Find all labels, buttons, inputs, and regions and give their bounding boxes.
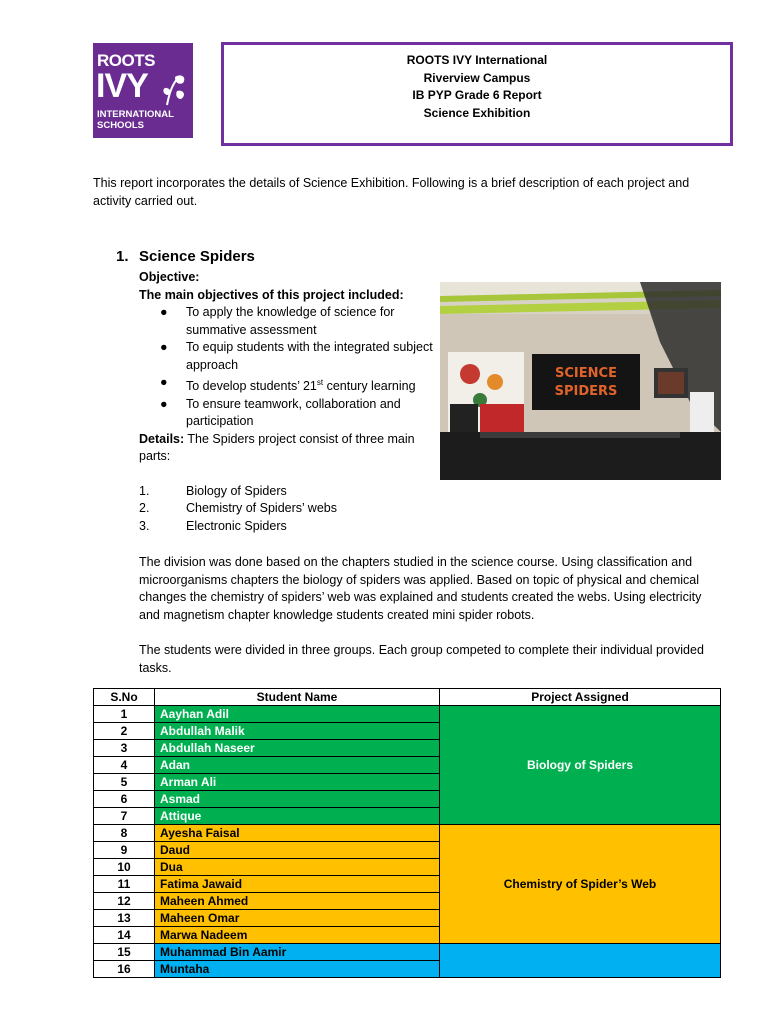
groups-paragraph: The students were divided in three groups. Each group competed to complete their individual provided tasks.	[139, 643, 704, 675]
ivy-leaf-icon	[159, 71, 189, 107]
details-text: The Spiders project consist of three main parts:	[139, 431, 415, 464]
exhibition-photo-image	[440, 282, 721, 480]
report-header	[221, 42, 733, 146]
school-logo	[93, 43, 193, 138]
students-table	[93, 688, 721, 978]
logo-text-ivy: IVY	[96, 67, 148, 105]
table-row: 14 Marwa Nadeem	[94, 927, 721, 944]
details-line	[139, 431, 434, 466]
table-row: 4 Adan	[94, 757, 721, 774]
table-header-row	[94, 689, 721, 706]
intro-paragraph: This report incorporates the details of Science Exhibition. Following is a brief description of each project and activity carried out.	[93, 176, 690, 208]
table-row: 11 Fatima Jawaid	[94, 876, 721, 893]
section-heading	[116, 248, 255, 265]
bullet-icon: ●	[160, 396, 168, 411]
logo-text-schools: SCHOOLS	[97, 120, 144, 131]
table-row: 12 Maheen Ahmed	[94, 893, 721, 910]
table-row: 6 Asmad	[94, 791, 721, 808]
exhibition-photo	[440, 282, 721, 480]
column-header-name: Student Name	[155, 689, 440, 706]
table-row: 5 Arman Ali	[94, 774, 721, 791]
table-row: 15 Muhammad Bin Aamir	[94, 944, 721, 961]
logo-text-bottom	[97, 109, 174, 131]
list-item: ● To ensure teamwork, collaboration and participation	[160, 396, 401, 429]
list-item: ● To equip students with the integrated subject approach	[160, 340, 433, 372]
details-label: Details:	[139, 431, 185, 446]
table-row: 16 Muntaha	[94, 961, 721, 978]
project-cell-electronic	[440, 944, 721, 978]
logo-text-international: INTERNATIONAL	[97, 109, 174, 120]
project-description	[139, 269, 434, 535]
objective-label: Objective:	[139, 270, 200, 284]
parts-list	[139, 483, 434, 536]
project-cell-chemistry: Chemistry of Spider’s Web	[440, 825, 721, 944]
photo-sign-line2: SPIDERS	[554, 384, 618, 399]
list-item: 3. Electronic Spiders	[139, 518, 287, 533]
table-row: 3 Abdullah Naseer	[94, 740, 721, 757]
table-row: 2 Abdullah Malik	[94, 723, 721, 740]
campus-name: Riverview Campus	[423, 70, 531, 85]
project-cell-biology: Biology of Spiders	[440, 706, 721, 825]
list-item: ● To develop students’ 21st century learning	[160, 375, 416, 394]
column-header-project: Project Assigned	[440, 689, 721, 706]
school-name: ROOTS IVY International	[406, 53, 548, 67]
list-item: ● To apply the knowledge of science for summative assessment	[160, 305, 395, 337]
list-item: 2. Chemistry of Spiders’ webs	[139, 501, 337, 516]
table-row: 7 Attique	[94, 808, 721, 825]
section-number: 1.	[116, 248, 129, 265]
table-row: 9 Daud	[94, 842, 721, 859]
report-title: IB PYP Grade 6 Report	[412, 88, 542, 102]
section-title: Science Spiders	[139, 248, 255, 265]
logo-text-roots: ROOTS	[97, 51, 155, 70]
objectives-list	[139, 304, 434, 431]
column-header-sno: S.No	[94, 689, 155, 706]
report-subtitle: Science Exhibition	[423, 105, 531, 120]
table-row: 1 Aayhan Adil Biology of Spiders	[94, 706, 721, 723]
bullet-icon: ●	[160, 305, 168, 319]
photo-sign-line1: SCIENCE	[555, 366, 617, 381]
bullet-icon: ●	[160, 340, 168, 354]
table-row: 13 Maheen Omar	[94, 910, 721, 927]
objectives-intro: The main objectives of this project included:	[139, 287, 404, 302]
table-row: 8 Ayesha Faisal Chemistry of Spider’s Web	[94, 825, 721, 842]
division-paragraph: The division was done based on the chapters studied in the science course. Using classification and microorganisms chapters the biology of spiders was applied. Based on topic of physical and chemical changes the chemistry of spiders’ web was explained and students created the webs. Using electricity and magnetism chapter knowledge students created mini spider robots.	[139, 555, 702, 622]
list-item: 1. Biology of Spiders	[139, 483, 287, 498]
bullet-icon: ●	[160, 375, 168, 389]
table-row: 10 Dua	[94, 859, 721, 876]
